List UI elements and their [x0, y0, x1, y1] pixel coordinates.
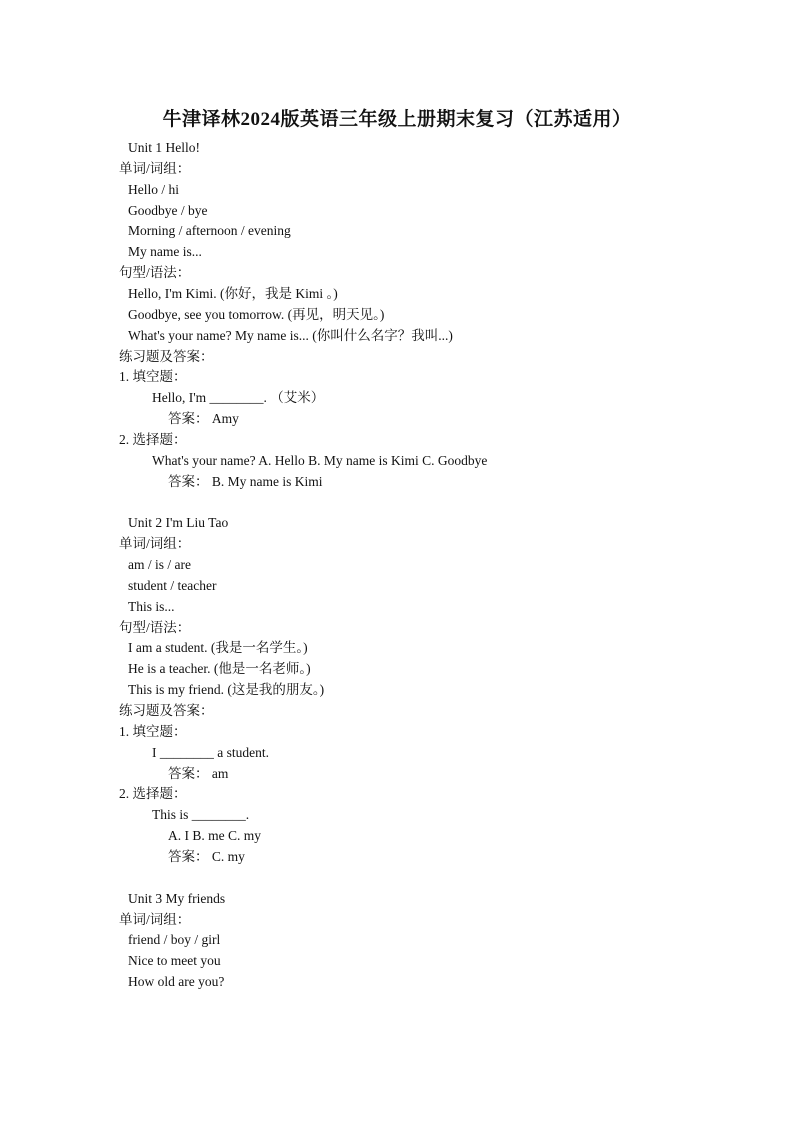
text-line: Goodbye / bye — [128, 202, 208, 218]
text-line: friend / boy / girl — [128, 932, 221, 948]
text-line: Goodbye, see you tomorrow. (再见，明天见。) — [128, 306, 385, 322]
text-line: He is a teacher. (他是一名老师。) — [128, 661, 311, 677]
text-line: 答案： C. my — [168, 848, 245, 864]
text-line: This is... — [128, 598, 175, 614]
text-line: 答案： am — [168, 765, 229, 781]
text-line: I ________ a student. — [152, 744, 269, 760]
text-line: 单词/词组： — [119, 911, 191, 927]
text-line: 1. 填空题： — [119, 369, 187, 385]
text-line: Hello, I'm ________. （艾米） — [152, 390, 325, 406]
text-line: 练习题及答案： — [119, 348, 214, 364]
text-line: 单词/词组： — [119, 536, 191, 552]
text-line: 1. 填空题： — [119, 723, 187, 739]
page-title: 牛津译林2024版英语三年级上册期末复习（江苏适用） — [162, 109, 632, 130]
text-line: Nice to meet you — [128, 953, 221, 969]
text-line: 句型/语法： — [119, 265, 191, 281]
text-line: How old are you? — [128, 974, 225, 989]
text-line: What's your name? A. Hello B. My name is Kimi C. Goodbye — [152, 452, 488, 468]
text-line: Hello / hi — [128, 181, 179, 197]
text-line: 答案： Amy — [168, 411, 239, 427]
text-line: I am a student. (我是一名学生。) — [128, 640, 308, 656]
text-line: am / is / are — [128, 557, 191, 572]
text-line: Unit 2 I'm Liu Tao — [128, 515, 229, 531]
text-line: My name is... — [128, 244, 202, 260]
text-line: This is my friend. (这是我的朋友。) — [128, 682, 325, 698]
text-line: student / teacher — [128, 577, 217, 593]
text-line: 单词/词组： — [119, 160, 191, 176]
text-line: 练习题及答案： — [119, 703, 214, 718]
text-line: What's your name? My name is... (你叫什么名字？我叫...) — [128, 327, 453, 343]
text-line: 2. 选择题： — [119, 786, 187, 802]
text-line: 2. 选择题： — [119, 431, 187, 447]
text-line: Hello, I'm Kimi. (你好，我是 Kimi 。) — [128, 286, 338, 301]
text-line: 答案： B. My name is Kimi — [168, 473, 323, 489]
text-line: This is ________. — [152, 807, 250, 823]
text-line: A. I B. me C. my — [168, 828, 261, 844]
text-line: Unit 1 Hello! — [128, 140, 200, 155]
text-line: Unit 3 My friends — [128, 890, 226, 906]
text-line: 句型/语法： — [119, 619, 191, 635]
text-line: Morning / afternoon / evening — [128, 223, 291, 239]
